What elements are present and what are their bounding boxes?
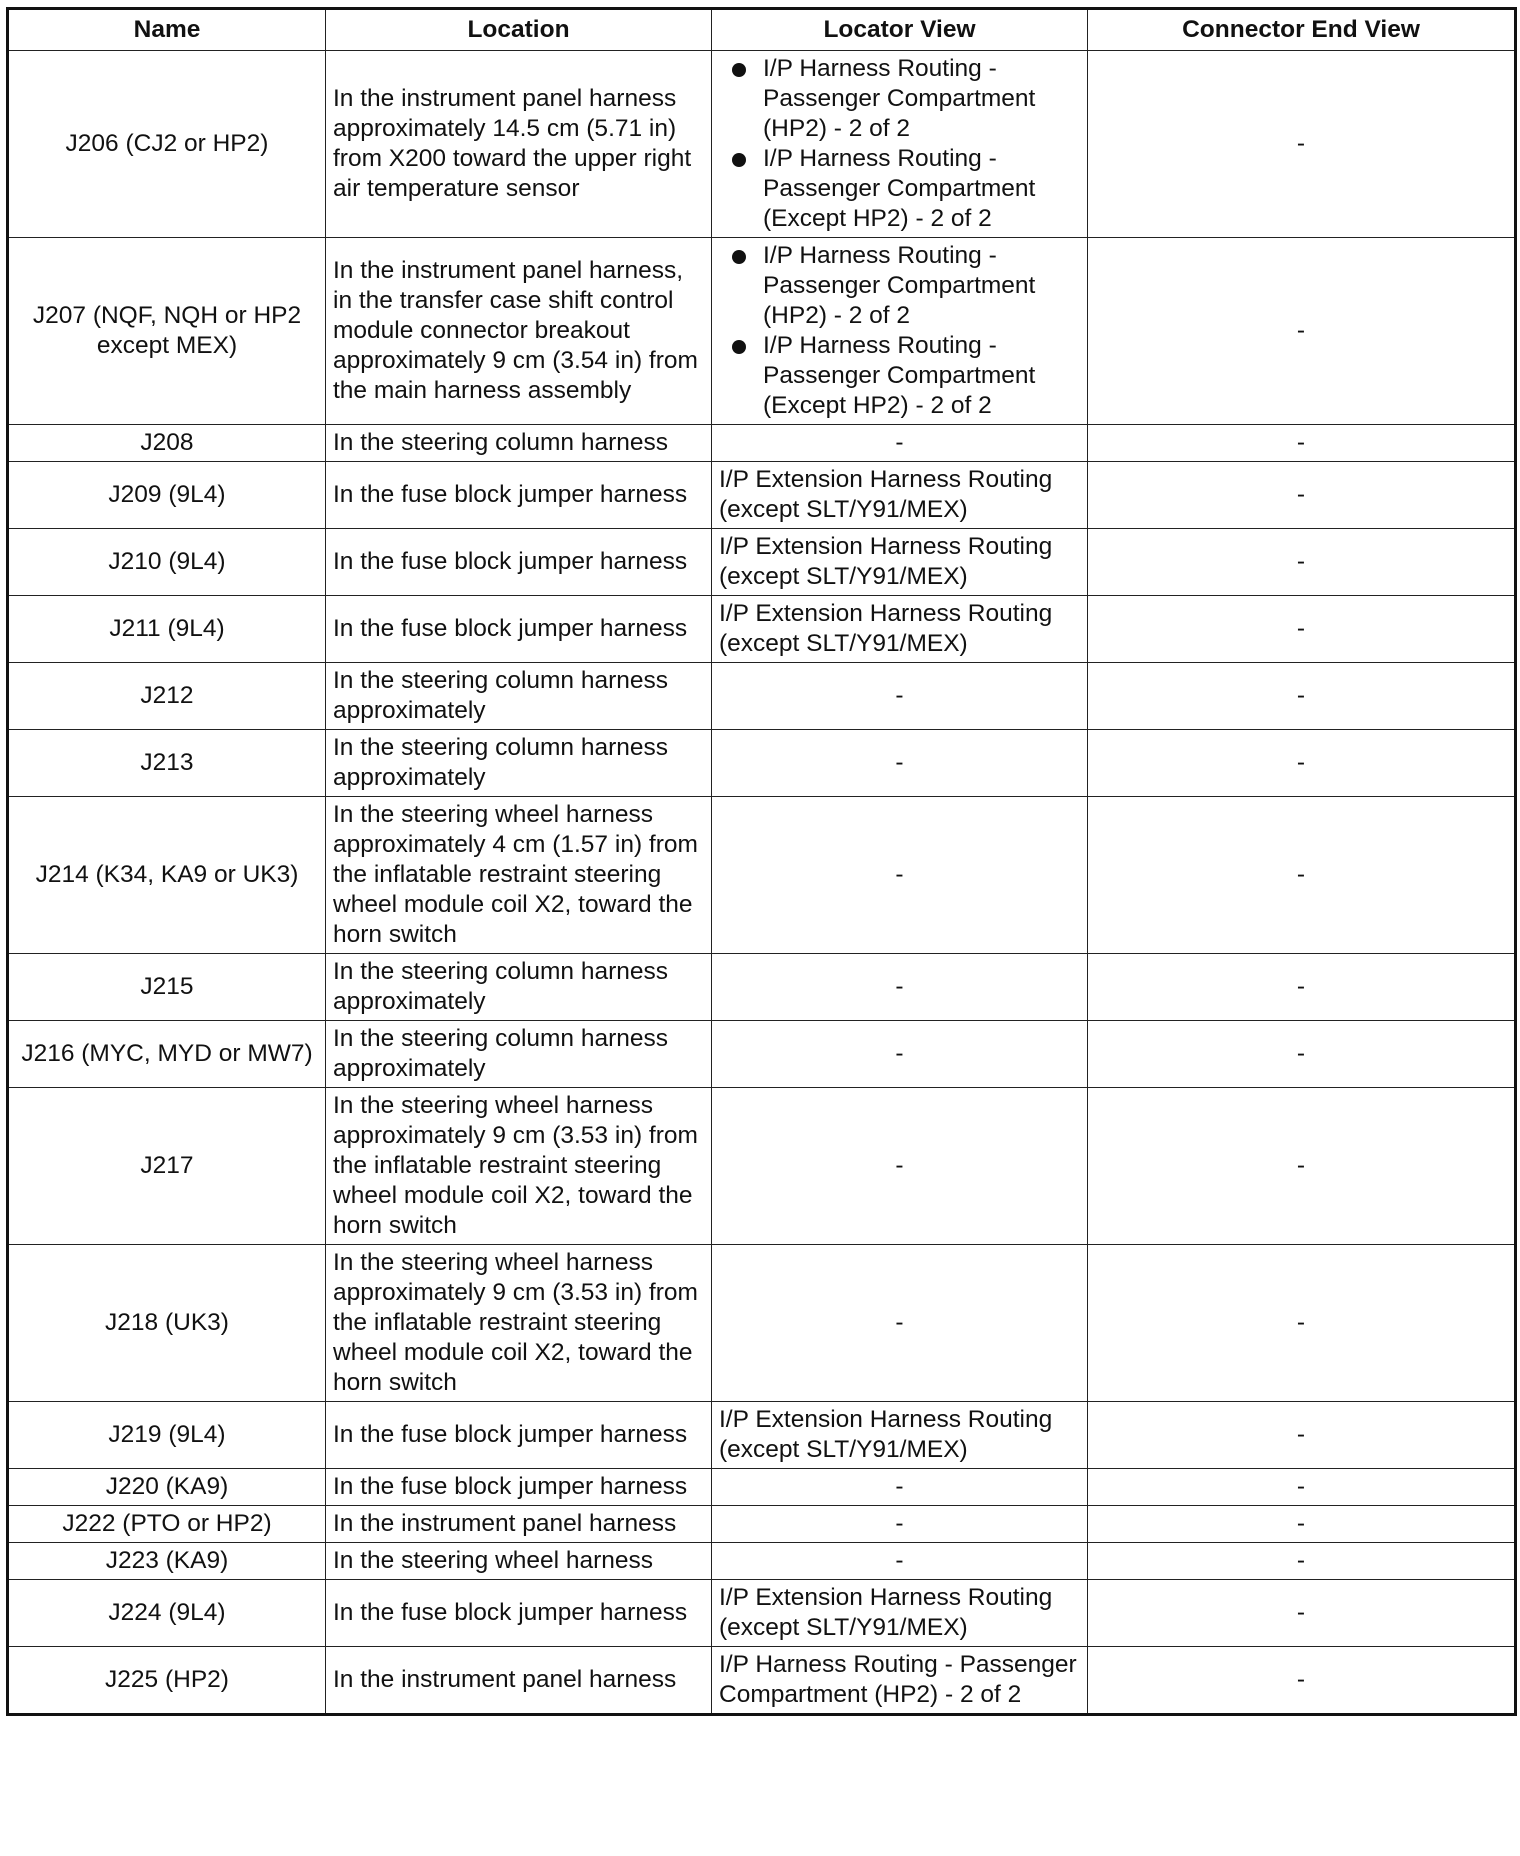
cell-name: J206 (CJ2 or HP2): [8, 51, 326, 238]
table-row: [8, 1021, 1516, 1088]
cell-location: In the fuse block jumper harness: [326, 462, 712, 529]
cell-name: J220 (KA9): [8, 1469, 326, 1506]
cell-connector-end-view: -: [1088, 1469, 1516, 1506]
table-row: [8, 51, 1516, 238]
table-row: [8, 529, 1516, 596]
splice-locations-table-container: [6, 7, 1514, 1716]
cell-name: J225 (HP2): [8, 1647, 326, 1715]
cell-locator-view: -: [712, 1469, 1088, 1506]
cell-name: J218 (UK3): [8, 1245, 326, 1402]
splice-locations-table: [6, 7, 1517, 1716]
column-header-connector-end-view: Connector End View: [1088, 9, 1516, 51]
cell-name: J224 (9L4): [8, 1580, 326, 1647]
cell-connector-end-view: -: [1088, 596, 1516, 663]
cell-name: J215: [8, 954, 326, 1021]
cell-location: In the steering column harness: [326, 425, 712, 462]
cell-name: J219 (9L4): [8, 1402, 326, 1469]
cell-location: In the instrument panel harness: [326, 1647, 712, 1715]
cell-name: J217: [8, 1088, 326, 1245]
table-row: [8, 1402, 1516, 1469]
table-row: [8, 1543, 1516, 1580]
cell-connector-end-view: -: [1088, 1543, 1516, 1580]
cell-connector-end-view: -: [1088, 529, 1516, 596]
cell-location: In the steering wheel harness approximately 9 cm (3.53 in) from the inflatable restraint steering wheel module coil X2, toward the horn switch: [326, 1088, 712, 1245]
cell-location: In the steering column harness approximately: [326, 663, 712, 730]
cell-location: In the steering wheel harness approximately 4 cm (1.57 in) from the inflatable restraint steering wheel module coil X2, toward the horn switch: [326, 797, 712, 954]
cell-locator-view: I/P Extension Harness Routing (except SLT/Y91/MEX): [712, 529, 1088, 596]
cell-locator-view: I/P Extension Harness Routing (except SLT/Y91/MEX): [712, 1580, 1088, 1647]
table-row: [8, 797, 1516, 954]
cell-connector-end-view: -: [1088, 1021, 1516, 1088]
cell-connector-end-view: -: [1088, 238, 1516, 425]
cell-locator-view: -: [712, 954, 1088, 1021]
locator-view-item: I/P Harness Routing - Passenger Compartment (HP2) - 2 of 2: [719, 241, 1080, 331]
cell-location: In the instrument panel harness, in the transfer case shift control module connector breakout approximately 9 cm (3.54 in) from the main harness assembly: [326, 238, 712, 425]
cell-location: In the fuse block jumper harness: [326, 1580, 712, 1647]
table-row: [8, 462, 1516, 529]
table-row: [8, 954, 1516, 1021]
column-header-locator-view: Locator View: [712, 9, 1088, 51]
cell-name: J207 (NQF, NQH or HP2 except MEX): [8, 238, 326, 425]
cell-location: In the fuse block jumper harness: [326, 1402, 712, 1469]
cell-connector-end-view: -: [1088, 1245, 1516, 1402]
cell-locator-view: -: [712, 663, 1088, 730]
cell-connector-end-view: -: [1088, 1580, 1516, 1647]
cell-location: In the fuse block jumper harness: [326, 529, 712, 596]
cell-connector-end-view: -: [1088, 954, 1516, 1021]
table-row: [8, 730, 1516, 797]
column-header-name: Name: [8, 9, 326, 51]
cell-name: J211 (9L4): [8, 596, 326, 663]
cell-locator-view: -: [712, 730, 1088, 797]
cell-locator-view: -: [712, 1088, 1088, 1245]
cell-locator-view: -: [712, 797, 1088, 954]
table-row: [8, 1469, 1516, 1506]
cell-name: J209 (9L4): [8, 462, 326, 529]
table-row: [8, 1088, 1516, 1245]
cell-name: J210 (9L4): [8, 529, 326, 596]
cell-name: J212: [8, 663, 326, 730]
cell-locator-view: -: [712, 425, 1088, 462]
cell-name: J216 (MYC, MYD or MW7): [8, 1021, 326, 1088]
cell-locator-view: -: [712, 1543, 1088, 1580]
cell-location: In the steering column harness approximately: [326, 730, 712, 797]
table-body: [8, 51, 1516, 1715]
column-header-location: Location: [326, 9, 712, 51]
table-row: [8, 1245, 1516, 1402]
cell-connector-end-view: -: [1088, 1506, 1516, 1543]
cell-connector-end-view: -: [1088, 730, 1516, 797]
table-row: [8, 596, 1516, 663]
cell-connector-end-view: -: [1088, 51, 1516, 238]
locator-view-item: I/P Harness Routing - Passenger Compartment (HP2) - 2 of 2: [719, 54, 1080, 144]
cell-name: J213: [8, 730, 326, 797]
cell-location: In the instrument panel harness approximately 14.5 cm (5.71 in) from X200 toward the upper right air temperature sensor: [326, 51, 712, 238]
cell-connector-end-view: -: [1088, 1647, 1516, 1715]
table-row: [8, 1647, 1516, 1715]
table-header-row: [8, 9, 1516, 51]
cell-locator-view: [712, 238, 1088, 425]
cell-connector-end-view: -: [1088, 1088, 1516, 1245]
cell-connector-end-view: -: [1088, 1402, 1516, 1469]
locator-view-item: I/P Harness Routing - Passenger Compartment (Except HP2) - 2 of 2: [719, 331, 1080, 421]
cell-location: In the instrument panel harness: [326, 1506, 712, 1543]
cell-location: In the steering wheel harness: [326, 1543, 712, 1580]
cell-connector-end-view: -: [1088, 797, 1516, 954]
cell-location: In the steering column harness approximately: [326, 1021, 712, 1088]
cell-locator-view: I/P Extension Harness Routing (except SLT/Y91/MEX): [712, 596, 1088, 663]
cell-connector-end-view: -: [1088, 425, 1516, 462]
cell-name: J214 (K34, KA9 or UK3): [8, 797, 326, 954]
cell-name: J222 (PTO or HP2): [8, 1506, 326, 1543]
cell-location: In the fuse block jumper harness: [326, 1469, 712, 1506]
cell-locator-view: -: [712, 1021, 1088, 1088]
cell-name: J208: [8, 425, 326, 462]
locator-view-item: I/P Harness Routing - Passenger Compartment (Except HP2) - 2 of 2: [719, 144, 1080, 234]
cell-location: In the steering wheel harness approximately 9 cm (3.53 in) from the inflatable restraint steering wheel module coil X2, toward the horn switch: [326, 1245, 712, 1402]
table-row: [8, 663, 1516, 730]
cell-connector-end-view: -: [1088, 462, 1516, 529]
table-row: [8, 425, 1516, 462]
locator-view-list: [719, 241, 1080, 421]
cell-locator-view: I/P Extension Harness Routing (except SLT/Y91/MEX): [712, 462, 1088, 529]
table-row: [8, 1580, 1516, 1647]
cell-locator-view: I/P Harness Routing - Passenger Compartment (HP2) - 2 of 2: [712, 1647, 1088, 1715]
cell-locator-view: -: [712, 1245, 1088, 1402]
cell-location: In the fuse block jumper harness: [326, 596, 712, 663]
table-row: [8, 238, 1516, 425]
cell-connector-end-view: -: [1088, 663, 1516, 730]
cell-locator-view: -: [712, 1506, 1088, 1543]
table-row: [8, 1506, 1516, 1543]
cell-location: In the steering column harness approximately: [326, 954, 712, 1021]
locator-view-list: [719, 54, 1080, 234]
cell-name: J223 (KA9): [8, 1543, 326, 1580]
cell-locator-view: [712, 51, 1088, 238]
cell-locator-view: I/P Extension Harness Routing (except SLT/Y91/MEX): [712, 1402, 1088, 1469]
